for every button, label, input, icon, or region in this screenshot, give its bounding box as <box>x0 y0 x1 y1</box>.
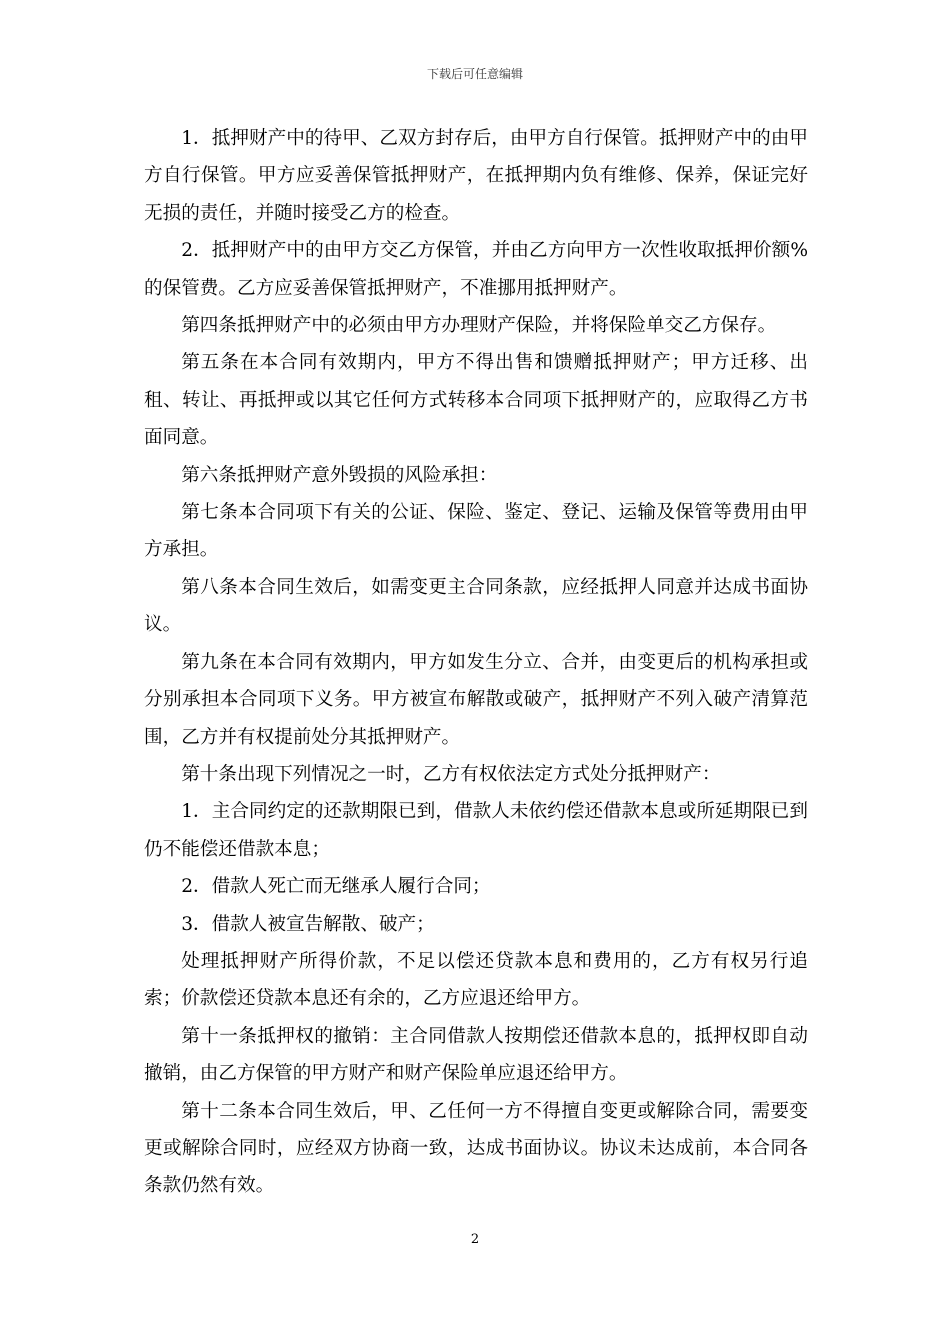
paragraph: 2．借款人死亡而无继承人履行合同； <box>181 876 491 898</box>
paragraph: 1．抵押财产中的待甲、乙双方封存后，由甲方自行保管。抵押财产中的由甲方自行保管。甲方应妥善保管抵押财产，在抵押期内负有维修、保养，保证完好无损的责任，并随时接受乙方的检查。 <box>144 128 808 224</box>
paragraph: 第十二条本合同生效后，甲、乙任何一方不得擅自变更或解除合同，需要变更或解除合同时，应经双方协商一致，达成书面协议。协议未达成前，本合同各条款仍然有效。 <box>144 1100 808 1197</box>
paragraph: 第六条抵押财产意外毁损的风险承担： <box>181 464 498 486</box>
paragraph: 1．主合同约定的还款期限已到，借款人未依约偿还借款本息或所延期限已到仍不能偿还借款本息； <box>144 801 808 860</box>
page-number: 2 <box>470 1232 480 1247</box>
paragraph: 第九条在本合同有效期内，甲方如发生分立、合并，由变更后的机构承担或分别承担本合同项下义务。甲方被宣布解散或破产，抵押财产不列入破产清算范围，乙方并有权提前处分其抵押财产。 <box>144 651 808 748</box>
paragraph: 第七条本合同项下有关的公证、保险、鉴定、登记、运输及保管等费用由甲方承担。 <box>144 502 808 561</box>
document-body <box>144 120 808 1205</box>
paragraph: 第十条出现下列情况之一时，乙方有权依法定方式处分抵押财产： <box>181 763 721 785</box>
paragraph: 2．抵押财产中的由甲方交乙方保管，并由乙方向甲方一次性收取抵押价额%的保管费。乙方应妥善保管抵押财产，不准挪用抵押财产。 <box>144 240 808 299</box>
paragraph: 3．借款人被宣告解散、破产； <box>181 913 435 935</box>
paragraph: 第四条抵押财产中的必须由甲方办理财产保险，并将保险单交乙方保存。 <box>181 315 777 337</box>
paragraph: 第五条在本合同有效期内，甲方不得出售和馈赠抵押财产；甲方迁移、出租、转让、再抵押或以其它任何方式转移本合同项下抵押财产的，应取得乙方书面同意。 <box>144 352 808 449</box>
paragraph: 处理抵押财产所得价款，不足以偿还贷款本息和费用的，乙方有权另行追索；价款偿还贷款本息还有余的，乙方应退还给甲方。 <box>144 950 808 1010</box>
paragraph: 第八条本合同生效后，如需变更主合同条款，应经抵押人同意并达成书面协议。 <box>144 576 808 636</box>
page-header: 下载后可任意编辑 <box>426 67 523 81</box>
paragraph: 第十一条抵押权的撤销：主合同借款人按期偿还借款本息的，抵押权即自动撤销，由乙方保管的甲方财产和财产保险单应退还给甲方。 <box>144 1025 808 1085</box>
